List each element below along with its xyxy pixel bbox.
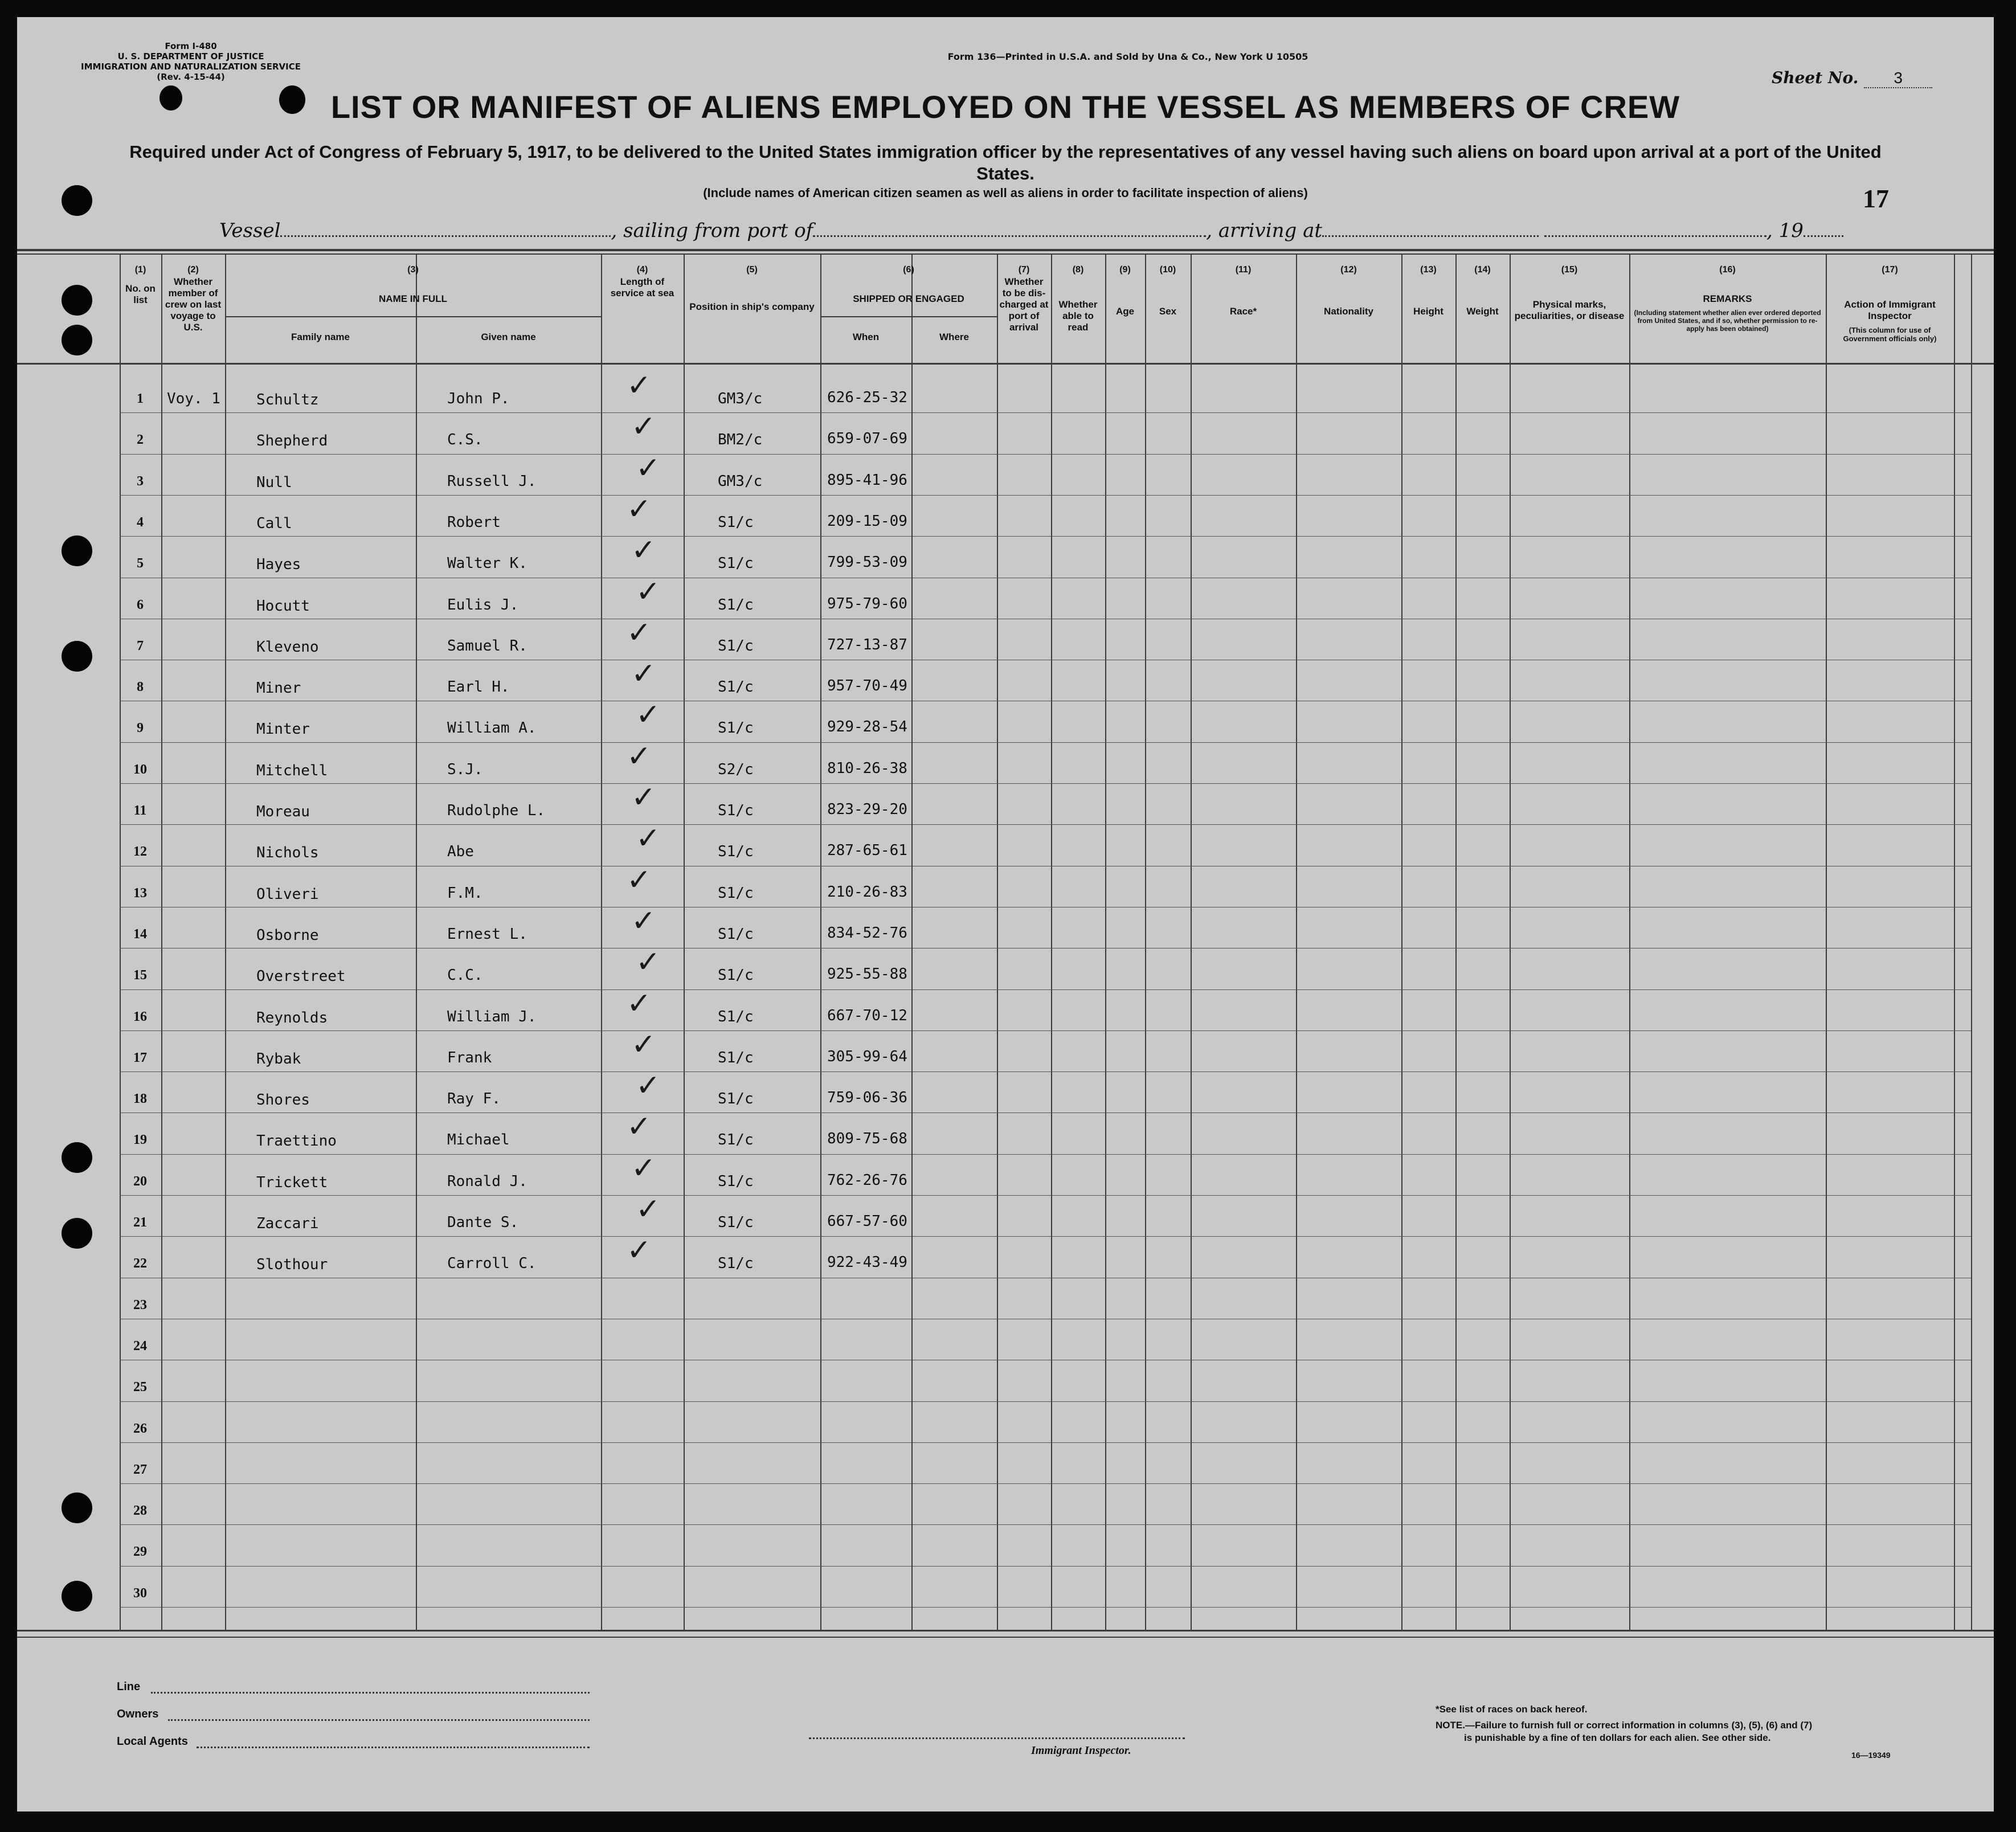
row-number: 5 xyxy=(137,556,144,571)
row-number: 22 xyxy=(133,1256,147,1271)
table-top-rule xyxy=(17,249,1994,251)
row-rule xyxy=(120,1566,1971,1567)
given-name-cell: S.J. xyxy=(447,760,483,778)
service-check: ✓ xyxy=(636,1069,661,1103)
row-rule xyxy=(120,412,1971,413)
table-bottom-rule xyxy=(17,1630,1994,1631)
position-cell: S1/c xyxy=(718,967,754,984)
service-check: ✓ xyxy=(636,945,661,980)
position-cell: S1/c xyxy=(718,925,754,943)
column-rule xyxy=(1145,253,1146,1630)
row-number: 27 xyxy=(133,1462,147,1477)
column-number: (3) xyxy=(407,265,419,275)
punch-hole xyxy=(62,1492,92,1523)
shipped-when-cell: 727-13-87 xyxy=(827,636,907,653)
column-header: Position in ship's company xyxy=(689,301,815,312)
shipped-when-cell: 667-70-12 xyxy=(827,1007,907,1024)
row-number: 20 xyxy=(133,1173,147,1189)
column-rule xyxy=(1826,253,1827,1630)
row-number: 4 xyxy=(137,514,144,530)
revision: (Rev. 4-15-44) xyxy=(157,72,225,82)
service: IMMIGRATION AND NATURALIZATION SERVICE xyxy=(81,62,301,72)
shipped-when-cell: 834-52-76 xyxy=(827,924,907,942)
row-number: 13 xyxy=(133,885,147,901)
column-rule xyxy=(997,253,998,1630)
vessel-line xyxy=(219,219,1814,242)
given-name-cell: Walter K. xyxy=(447,555,527,572)
given-name-cell: Ray F. xyxy=(447,1090,501,1108)
shipped-when-cell: 626-25-32 xyxy=(827,389,907,406)
row-number: 26 xyxy=(133,1421,147,1436)
position-cell: BM2/c xyxy=(718,431,763,449)
family-name-cell: Mitchell xyxy=(256,762,328,779)
column-rule xyxy=(161,253,162,1630)
row-rule xyxy=(120,454,1971,455)
row-rule xyxy=(120,495,1971,496)
row-number: 24 xyxy=(133,1338,147,1353)
service-check: ✓ xyxy=(636,698,661,733)
sheet-number xyxy=(1772,68,1932,88)
shipped-when-cell: 957-70-49 xyxy=(827,677,907,695)
given-name-cell: William A. xyxy=(447,719,537,737)
row-number: 23 xyxy=(133,1297,147,1312)
position-cell: S1/c xyxy=(718,802,754,819)
column-number: (4) xyxy=(636,265,648,275)
column-header: Whether able to read xyxy=(1058,299,1098,333)
given-name-cell: Abe xyxy=(447,843,474,861)
where-rule xyxy=(911,316,913,1630)
header-bottom-rule xyxy=(17,363,1994,365)
family-name-cell: Call xyxy=(256,514,292,532)
column-header: NAME IN FULL xyxy=(379,293,447,304)
column-header: Weight xyxy=(1466,306,1499,317)
given-name-cell: Eulis J. xyxy=(447,596,519,614)
row-number: 21 xyxy=(133,1215,147,1230)
row-rule xyxy=(120,989,1971,990)
shipped-when-cell: 762-26-76 xyxy=(827,1171,907,1189)
row-rule xyxy=(120,1483,1971,1484)
punch-hole xyxy=(62,1581,92,1612)
service-check: ✓ xyxy=(631,1151,656,1185)
year-label: , 19 xyxy=(1766,219,1804,242)
shipped-when-cell: 929-28-54 xyxy=(827,718,907,736)
position-cell: S1/c xyxy=(718,678,754,696)
row-number: 7 xyxy=(137,638,144,653)
column-rule xyxy=(820,253,821,1630)
sheet-value: 3 xyxy=(1864,69,1932,88)
service-check: ✓ xyxy=(627,1233,652,1268)
column-number: (15) xyxy=(1561,265,1578,275)
given-name-cell: Ernest L. xyxy=(447,925,527,943)
row-rule xyxy=(120,1442,1971,1443)
given-name-cell: Michael xyxy=(447,1131,510,1149)
family-name-cell: Rybak xyxy=(256,1050,301,1068)
column-number: (11) xyxy=(1235,265,1252,275)
family-name-cell: Oliveri xyxy=(256,885,319,903)
column-header: Nationality xyxy=(1324,306,1373,317)
name-subheader-rule xyxy=(225,316,601,317)
row-number: 16 xyxy=(133,1009,147,1024)
shipped-when-cell: 922-43-49 xyxy=(827,1254,907,1271)
shipped-when-cell: 823-29-20 xyxy=(827,801,907,818)
fine-note-2: is punishable by a fine of ten dollars for each alien. See other side. xyxy=(1464,1732,1771,1743)
column-number: (17) xyxy=(1882,265,1898,275)
row-rule xyxy=(120,1195,1971,1196)
local-agents-label: Local Agents xyxy=(117,1735,188,1748)
given-name-cell: John P. xyxy=(447,390,510,407)
shipped-when-cell: 799-53-09 xyxy=(827,554,907,571)
row-number: 10 xyxy=(133,762,147,777)
row-rule xyxy=(120,1030,1971,1031)
page-number: 17 xyxy=(1863,184,1889,213)
subtitle-note: (Include names of American citizen seamen as well as aliens in order to facilitate inspection of aliens) xyxy=(703,186,1308,200)
printer-line: Form 136—Printed in U.S.A. and Sold by Una & Co., New York U 10505 xyxy=(947,51,1308,62)
shipped-when-cell: 809-75-68 xyxy=(827,1130,907,1148)
column-header: Race* xyxy=(1229,306,1257,317)
row-number: 9 xyxy=(137,721,144,736)
column-rule xyxy=(1105,253,1106,1630)
punch-hole xyxy=(62,285,92,316)
fine-note: NOTE.—Failure to furnish full or correct information in columns (3), (5), (6) and (7) xyxy=(1436,1720,1813,1731)
row-number: 8 xyxy=(137,680,144,695)
position-cell: S1/c xyxy=(718,1131,754,1149)
punch-hole xyxy=(62,535,92,566)
given-name-cell: Russell J. xyxy=(447,472,537,490)
service-check: ✓ xyxy=(627,615,652,650)
given-name-cell: Rudolphe L. xyxy=(447,802,546,819)
form-code: 16—19349 xyxy=(1851,1751,1891,1760)
service-check: ✓ xyxy=(631,1027,656,1062)
shipped-when-cell: 975-79-60 xyxy=(827,595,907,612)
row-number: 2 xyxy=(137,432,144,448)
service-check: ✓ xyxy=(636,451,661,485)
service-check: ✓ xyxy=(627,862,652,897)
column-rule xyxy=(601,253,602,1630)
table-top-rule xyxy=(17,253,1994,255)
family-name-cell: Hocutt xyxy=(256,597,310,615)
position-cell: S2/c xyxy=(718,760,754,778)
column-header: Physical marks, peculiarities, or disease xyxy=(1514,299,1625,321)
shipped-when-cell: 759-06-36 xyxy=(827,1089,907,1107)
row-rule xyxy=(120,783,1971,784)
position-cell: S1/c xyxy=(718,1008,754,1025)
row-number: 15 xyxy=(133,968,147,983)
column-number: (9) xyxy=(1119,265,1131,275)
given-name-cell: Ronald J. xyxy=(447,1172,527,1190)
punch-hole xyxy=(62,1142,92,1173)
row-number: 11 xyxy=(133,803,147,818)
family-name-cell: Osborne xyxy=(256,926,319,944)
row-number: 1 xyxy=(137,391,144,406)
column-number: (5) xyxy=(746,265,758,275)
remarks-note: (Including statement whether alien ever ordered deported from United States, and if so, whether permission to re-apply has been obtained) xyxy=(1634,309,1821,333)
family-name-cell: Trickett xyxy=(256,1173,328,1191)
row-rule xyxy=(120,1524,1971,1525)
service-check: ✓ xyxy=(627,1110,652,1144)
shipped-when-cell: 925-55-88 xyxy=(827,966,907,983)
column-number: (1) xyxy=(134,265,146,275)
row-number: 29 xyxy=(133,1544,147,1560)
family-name-cell: Slothour xyxy=(256,1256,328,1274)
column-rule xyxy=(1954,253,1955,1630)
family-name-cell: Reynolds xyxy=(256,1009,328,1027)
column-header-when: When xyxy=(852,332,880,342)
column-number: (2) xyxy=(187,265,199,275)
shipped-when-cell: 659-07-69 xyxy=(827,430,907,448)
family-name-cell: Shepherd xyxy=(256,432,328,450)
manifest-sheet xyxy=(17,17,1994,1811)
column-number: (13) xyxy=(1420,265,1437,275)
shipped-when-cell: 287-65-61 xyxy=(827,842,907,860)
position-cell: S1/c xyxy=(718,596,754,614)
column-rule xyxy=(684,253,685,1630)
column-rule xyxy=(1401,253,1402,1630)
column-rule xyxy=(225,253,226,1630)
row-rule xyxy=(120,742,1971,743)
column-rule xyxy=(120,253,121,1630)
column-header: Whether to be dis-charged at port of arrival xyxy=(999,276,1049,333)
row-number: 14 xyxy=(133,926,147,942)
row-number: 12 xyxy=(133,844,147,860)
position-cell: S1/c xyxy=(718,843,754,861)
page-title: LIST OR MANIFEST OF ALIENS EMPLOYED ON THE VESSEL AS MEMBERS OF CREW xyxy=(330,89,1680,125)
family-name-cell: Nichols xyxy=(256,844,319,862)
family-name-cell: Kleveno xyxy=(256,638,319,656)
row-number: 30 xyxy=(133,1585,147,1601)
service-check: ✓ xyxy=(636,821,661,856)
shipped-when-cell: 210-26-83 xyxy=(827,883,907,901)
service-check: ✓ xyxy=(627,492,652,526)
service-check: ✓ xyxy=(631,657,656,692)
punch-hole xyxy=(62,641,92,672)
row-number: 25 xyxy=(133,1380,147,1395)
column-number: (12) xyxy=(1340,265,1357,275)
row-number: 17 xyxy=(133,1050,147,1065)
position-cell: S1/c xyxy=(718,1049,754,1066)
column-number: (6) xyxy=(903,265,914,275)
column-header: Height xyxy=(1413,306,1443,317)
given-name-cell: Dante S. xyxy=(447,1214,519,1231)
position-cell: S1/c xyxy=(718,884,754,902)
family-name-cell: Hayes xyxy=(256,556,301,574)
column-rule xyxy=(1510,253,1511,1630)
service-check: ✓ xyxy=(627,739,652,774)
given-name-cell: Earl H. xyxy=(447,678,510,696)
column-rule xyxy=(1051,253,1052,1630)
vessel-label: Vessel xyxy=(219,219,281,242)
given-name-cell: Carroll C. xyxy=(447,1255,537,1273)
row-number: 18 xyxy=(133,1091,147,1107)
family-name-cell: Miner xyxy=(256,680,301,697)
form-identifier xyxy=(71,41,310,82)
voyage-cell: Voy. 1 xyxy=(167,390,220,407)
service-check: ✓ xyxy=(636,574,661,609)
column-number: (16) xyxy=(1719,265,1736,275)
family-name-cell: Moreau xyxy=(256,803,310,820)
shipped-when-cell: 305-99-64 xyxy=(827,1048,907,1065)
position-cell: S1/c xyxy=(718,555,754,572)
column-header: Whether member of crew on last voyage to U.S. xyxy=(165,276,222,333)
position-cell: S1/c xyxy=(718,719,754,737)
family-name-cell: Overstreet xyxy=(256,968,346,985)
given-name-cell: Samuel R. xyxy=(447,637,527,655)
position-cell: S1/c xyxy=(718,513,754,531)
service-check: ✓ xyxy=(636,1192,661,1226)
position-cell: S1/c xyxy=(718,1172,754,1190)
column-header: REMARKS xyxy=(1703,293,1752,304)
family-name-cell: Schultz xyxy=(256,391,319,408)
given-name-cell: F.M. xyxy=(447,884,483,902)
column-header-family: Family name xyxy=(291,332,350,342)
column-number: (7) xyxy=(1018,265,1030,275)
position-cell: S1/c xyxy=(718,637,754,655)
given-name-rule xyxy=(416,316,417,1630)
punch-hole xyxy=(62,325,92,355)
row-rule xyxy=(120,1236,1971,1237)
column-header: No. on list xyxy=(125,283,156,305)
shipped-when-cell: 667-57-60 xyxy=(827,1213,907,1230)
column-number: (14) xyxy=(1474,265,1491,275)
family-name-cell: Shores xyxy=(256,1091,310,1109)
row-number: 6 xyxy=(137,597,144,612)
service-check: ✓ xyxy=(631,533,656,568)
position-cell: S1/c xyxy=(718,1255,754,1273)
row-rule xyxy=(120,1154,1971,1155)
punch-hole xyxy=(62,1218,92,1249)
column-rule xyxy=(1191,253,1192,1630)
column-header: Sex xyxy=(1159,306,1177,317)
inspector-label: Immigrant Inspector. xyxy=(1031,1744,1131,1757)
column-header-where: Where xyxy=(939,332,969,342)
form-number: Form I-480 xyxy=(165,41,217,51)
given-name-cell: Robert xyxy=(447,513,501,531)
given-name-cell: Frank xyxy=(447,1049,492,1066)
row-number: 28 xyxy=(133,1503,147,1519)
service-check: ✓ xyxy=(631,410,656,444)
column-number: (10) xyxy=(1159,265,1176,275)
service-check: ✓ xyxy=(627,986,652,1021)
column-header: Length of service at sea xyxy=(610,276,674,298)
column-rule xyxy=(1971,253,1972,1630)
service-check: ✓ xyxy=(631,780,656,815)
row-rule xyxy=(120,1607,1971,1608)
family-name-cell: Null xyxy=(256,473,292,491)
line-label: Line xyxy=(117,1680,141,1693)
column-header: SHIPPED OR ENGAGED xyxy=(853,293,964,304)
shipped-when-cell: 895-41-96 xyxy=(827,471,907,489)
given-name-cell: C.C. xyxy=(447,967,483,984)
position-cell: GM3/c xyxy=(718,472,763,490)
table-bottom-rule xyxy=(17,1637,1994,1638)
column-header: Action of Immigrant Inspector xyxy=(1844,299,1936,321)
column-rule xyxy=(1455,253,1457,1630)
column-rule xyxy=(1629,253,1630,1630)
subtitle: Required under Act of Congress of February 5, 1917, to be delivered to the United States immigration officer by the representatives of any vessel having such aliens on board upon arrival at a port of the United States. xyxy=(129,142,1882,183)
arriving-label: , arriving at xyxy=(1206,219,1323,242)
position-cell: S1/c xyxy=(718,1090,754,1108)
shipped-when-cell: 209-15-09 xyxy=(827,512,907,530)
row-number: 19 xyxy=(133,1132,147,1148)
service-check: ✓ xyxy=(631,903,656,938)
sailing-label: , sailing from port of xyxy=(611,219,813,242)
family-name-cell: Traettino xyxy=(256,1132,337,1150)
given-name-cell: William J. xyxy=(447,1008,537,1025)
column-header-given: Given name xyxy=(481,332,536,342)
owners-label: Owners xyxy=(117,1708,159,1720)
given-name-cell: C.S. xyxy=(447,431,483,449)
department: U. S. DEPARTMENT OF JUSTICE xyxy=(117,51,264,62)
column-rule xyxy=(1296,253,1297,1630)
column-header: Age xyxy=(1115,306,1135,317)
sheet-label: Sheet No. xyxy=(1772,68,1859,87)
position-cell: GM3/c xyxy=(718,390,763,407)
column-number: (8) xyxy=(1072,265,1084,275)
family-name-cell: Minter xyxy=(256,721,310,738)
row-rule xyxy=(120,824,1971,825)
position-cell: S1/c xyxy=(718,1214,754,1231)
row-rule xyxy=(120,1401,1971,1402)
row-rule xyxy=(120,536,1971,537)
shipped-when-cell: 810-26-38 xyxy=(827,759,907,777)
service-check: ✓ xyxy=(627,369,652,403)
shipped-subheader-rule xyxy=(820,316,997,317)
races-note: *See list of races on back hereof. xyxy=(1436,1704,1588,1715)
family-name-cell: Zaccari xyxy=(256,1215,319,1232)
action-note: (This column for use of Government officials only) xyxy=(1843,326,1937,343)
row-number: 3 xyxy=(137,473,144,489)
